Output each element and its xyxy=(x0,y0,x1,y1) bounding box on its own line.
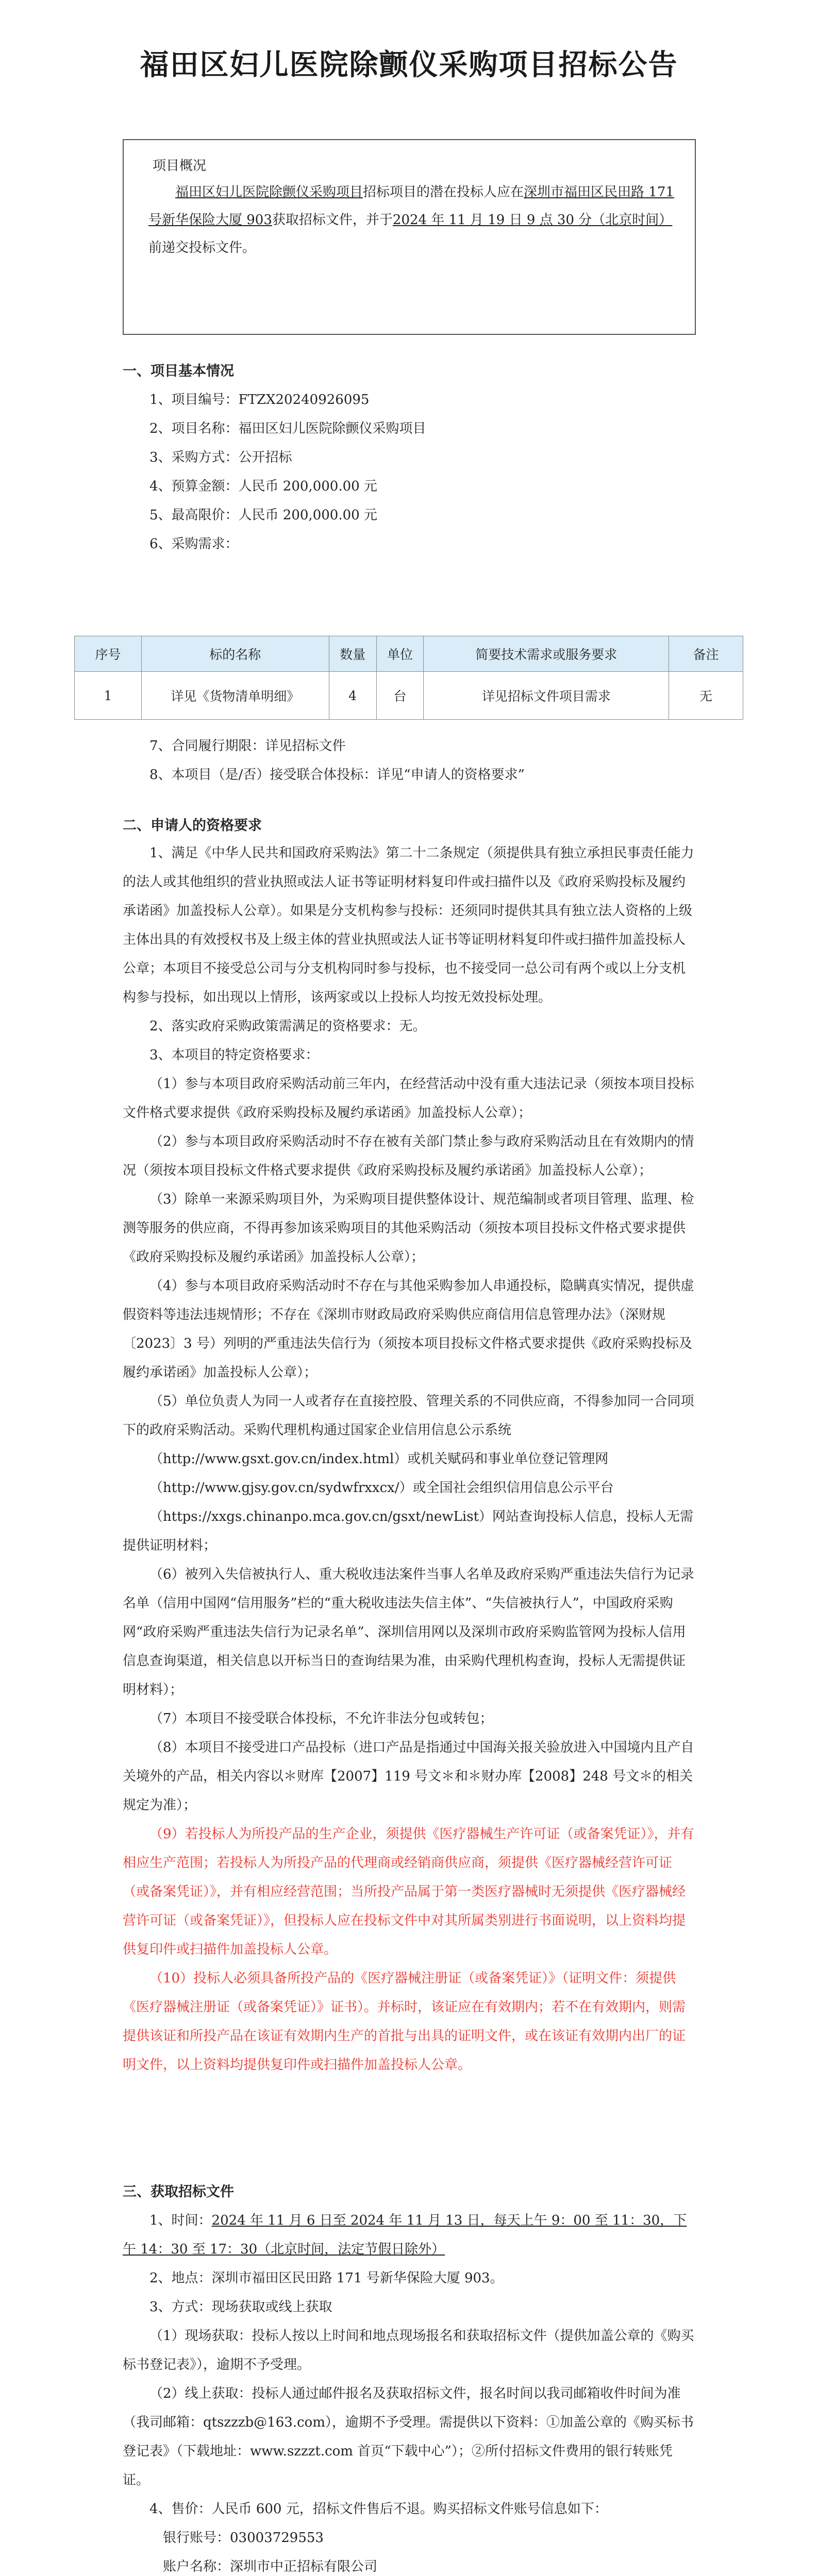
section1-item: 3、采购方式：公开招标 xyxy=(149,450,292,465)
qualification-paragraph: 1、满足《中华人民共和国政府采购法》第二十二条规定（须提供具有独立承担民事责任能力的法人或其他组织的营业执照或法人证书等证明材料复印件或扫描件以及《政府采购投标及履约承诺函》加盖投标人公章）。如果是分支机构参与投标：还须同时提供其具有独立法人资格的上级主体出具的有效授权书及上级主体的营业执照或法人证书等证明材料复印件或扫描件加盖投标人公章；本项目不接受总公司与分支机构同时参与投标，也不接受同一总公司有两个或以上分支机构参与投标，如出现以上情形，该两家或以上投标人均按无效投标处理。 xyxy=(123,845,694,1005)
table-header-row xyxy=(75,636,743,672)
section1-item: 1、项目编号：FTZX20240926095 xyxy=(149,392,370,408)
overview-text-f: 前递交投标文件。 xyxy=(148,240,256,256)
onsite-line: （1）现场获取：投标人按以上时间和地点现场报名和获取招标文件（提供加盖公章的《购买标书登记表》），逾期不予受理。 xyxy=(123,2328,694,2372)
overview-deadline: 2024 年 11 月 19 日 9 点 30 分（北京时间） xyxy=(392,212,673,228)
overview-text xyxy=(148,178,674,262)
overview-box xyxy=(123,139,696,335)
price-line: 4、售价：人民币 600 元，招标文件售后不退。购买招标文件账号信息如下： xyxy=(149,2501,608,2517)
bank-line: 账户名称：深圳市中正招标有限公司 xyxy=(163,2559,378,2574)
overview-text-b: 招标项目的潜在投标人应在 xyxy=(363,184,524,200)
table-header-cell: 数量 xyxy=(329,636,376,672)
section1-after-table xyxy=(123,732,723,789)
qualification-link-line: （http://www.gsxt.gov.cn/index.html）或机关赋码和事业单位登记管理网 xyxy=(149,1451,609,1467)
section1-item: 6、采购需求： xyxy=(149,536,239,552)
section2-body xyxy=(123,839,696,2079)
page-title: 福田区妇儿医院除颤仪采购项目招标公告 xyxy=(140,48,678,82)
method-line: 3、方式：现场获取或线上获取 xyxy=(149,2299,332,2315)
section1-item: 8、本项目（是/否）接受联合体投标：详见“申请人的资格要求” xyxy=(149,767,525,783)
procurement-table xyxy=(74,636,743,720)
qualification-paragraph-highlighted: （9）若投标人为所投产品的生产企业，须提供《医疗器械生产许可证（或备案凭证）》，并有相应生产范围；若投标人为所投产品的代理商或经销商供应商，须提供《医疗器械经营许可证（或备案凭证）》，并有相应经营范围；当所投产品属于第一类医疗器械时无须提供《医疗器械经营许可证（或备案凭证）》，但投标人应在投标文件中对其所属类别进行书面说明，以上资料均提供复印件或扫描件加盖投标人公章。 xyxy=(123,1826,694,1957)
time-line xyxy=(123,2206,696,2264)
table-cell: 4 xyxy=(329,672,376,720)
table-cell: 详见招标文件项目需求 xyxy=(424,672,669,720)
qualification-paragraph: （4）参与本项目政府采购活动时不存在与其他采购参加人串通投标，隐瞒真实情况，提供虚假资料等违法违规情形；不存在《深圳市财政局政府采购供应商信用信息管理办法》（深财规〔2023〕3 号）列明的严重违法失信行为（须按本项目投标文件格式要求提供《政府采购投标及履约承诺函》加盖投标人公章）； xyxy=(123,1278,694,1380)
section3-body xyxy=(123,2206,696,2576)
qualification-paragraph: （7）本项目不接受联合体投标，不允许非法分包或转包； xyxy=(149,1711,493,1726)
section1-items xyxy=(123,385,723,558)
qualification-paragraph: （5）单位负责人为同一人或者存在直接控股、管理关系的不同供应商，不得参加同一合同项下的政府采购活动。采购代理机构通过国家企业信用信息公示系统 xyxy=(123,1394,694,1438)
overview-project-name: 福田区妇儿医院除颤仪采购项目 xyxy=(175,184,363,200)
time-label: 1、时间： xyxy=(149,2213,212,2228)
section3-heading: 三、获取招标文件 xyxy=(123,2184,234,2200)
overview-address: 深圳市福田区民田路 171 号新华保险大厦 903 xyxy=(148,184,674,228)
online-line: （2）线上获取：投标人通过邮件报名及获取招标文件，报名时间以我司邮箱收件时间为准（我司邮箱：qtszzzb@163.com），逾期不予受理。需提供以下资料：①加盖公章的《购买标书登记表》（下载地址：www.szzzt.com 首页“下载中心”）；②所付招标文件费用的银行转账凭证。 xyxy=(123,2386,694,2488)
bank-line: 银行账号：03003729553 xyxy=(163,2530,324,2546)
section1-item: 5、最高限价：人民币 200,000.00 元 xyxy=(149,507,377,523)
table-header-cell: 序号 xyxy=(75,636,142,672)
qualification-paragraph: （6）被列入失信被执行人、重大税收违法案件当事人名单及政府采购严重违法失信行为记录名单（信用中国网“信用服务”栏的“重大税收违法失信主体”、“失信被执行人”，中国政府采购网“政府采购严重违法失信行为记录名单”、深圳信用网以及深圳市政府采购监管网为投标人信用信息查询渠道，相关信息以开标当日的查询结果为准，由采购代理机构查询，投标人无需提供证明材料）； xyxy=(123,1567,694,1698)
qualification-paragraph: （8）本项目不接受进口产品投标（进口产品是指通过中国海关报关验放进入中国境内且产自关境外的产品，相关内容以＊财库【2007】119 号文＊和＊财办库【2008】248 号文＊的相关规定为准）； xyxy=(123,1740,694,1813)
table-row xyxy=(75,672,743,720)
qualification-paragraph: （2）参与本项目政府采购活动时不存在被有关部门禁止参与政府采购活动且在有效期内的情况（须按本项目投标文件格式要求提供《政府采购投标及履约承诺函》加盖投标人公章）； xyxy=(123,1134,694,1178)
qualification-paragraph: （1）参与本项目政府采购活动前三年内，在经营活动中没有重大违法记录（须按本项目投标文件格式要求提供《政府采购投标及履约承诺函》加盖投标人公章）； xyxy=(123,1076,694,1121)
qualification-link-line: （https://xxgs.chinanpo.mca.gov.cn/gsxt/newList）网站查询投标人信息，投标人无需提供证明材料； xyxy=(123,1509,694,1553)
section1-heading: 一、项目基本情况 xyxy=(123,363,234,379)
place-line: 2、地点：深圳市福田区民田路 171 号新华保险大厦 903。 xyxy=(149,2270,504,2286)
section1-item: 7、合同履行期限：详见招标文件 xyxy=(149,738,346,754)
qualification-link-line: （http://www.gjsy.gov.cn/sydwfrxxcx/）或全国社会组织信用信息公示平台 xyxy=(149,1480,614,1496)
overview-text-d: 获取招标文件，并于 xyxy=(272,212,393,228)
time-value: 2024 年 11 月 6 日至 2024 年 11 月 13 日，每天上午 9：00 至 11：30，下午 14：30 至 17：30（北京时间，法定节假日除外） xyxy=(123,2213,687,2257)
qualification-paragraph-highlighted: （10）投标人必须具备所投产品的《医疗器械注册证（或备案凭证）》（证明文件：须提供《医疗器械注册证（或备案凭证）》证书）。并标时，该证应在有效期内；若不在有效期内，则需提供该证和所投产品在该证有效期内生产的首批与出具的证明文件，或在该证有效期内出厂的证明文件，以上资料均提供复印件或扫描件加盖投标人公章。 xyxy=(123,1971,686,2073)
section1-item: 2、项目名称：福田区妇儿医院除颤仪采购项目 xyxy=(149,421,426,436)
table-header-cell: 备注 xyxy=(669,636,743,672)
section2-heading: 二、申请人的资格要求 xyxy=(123,818,262,834)
table-cell: 台 xyxy=(376,672,424,720)
table-header-cell: 单位 xyxy=(376,636,424,672)
qualification-paragraph: （3）除单一来源采购项目外，为采购项目提供整体设计、规范编制或者项目管理、监理、检测等服务的供应商，不得再参加该采购项目的其他采购活动（须按本项目投标文件格式要求提供《政府采购投标及履约承诺函》加盖投标人公章）； xyxy=(123,1192,694,1265)
table-header-cell: 标的名称 xyxy=(141,636,329,672)
section1-item: 4、预算金额：人民币 200,000.00 元 xyxy=(149,479,377,494)
table-cell: 1 xyxy=(75,672,142,720)
overview-heading: 项目概况 xyxy=(153,158,207,174)
table-header-cell: 简要技术需求或服务要求 xyxy=(424,636,669,672)
qualification-paragraph: 3、本项目的特定资格要求： xyxy=(149,1047,319,1063)
table-cell: 详见《货物清单明细》 xyxy=(141,672,329,720)
table-cell: 无 xyxy=(669,672,743,720)
qualification-paragraph: 2、落实政府采购政策需满足的资格要求：无。 xyxy=(149,1019,426,1034)
